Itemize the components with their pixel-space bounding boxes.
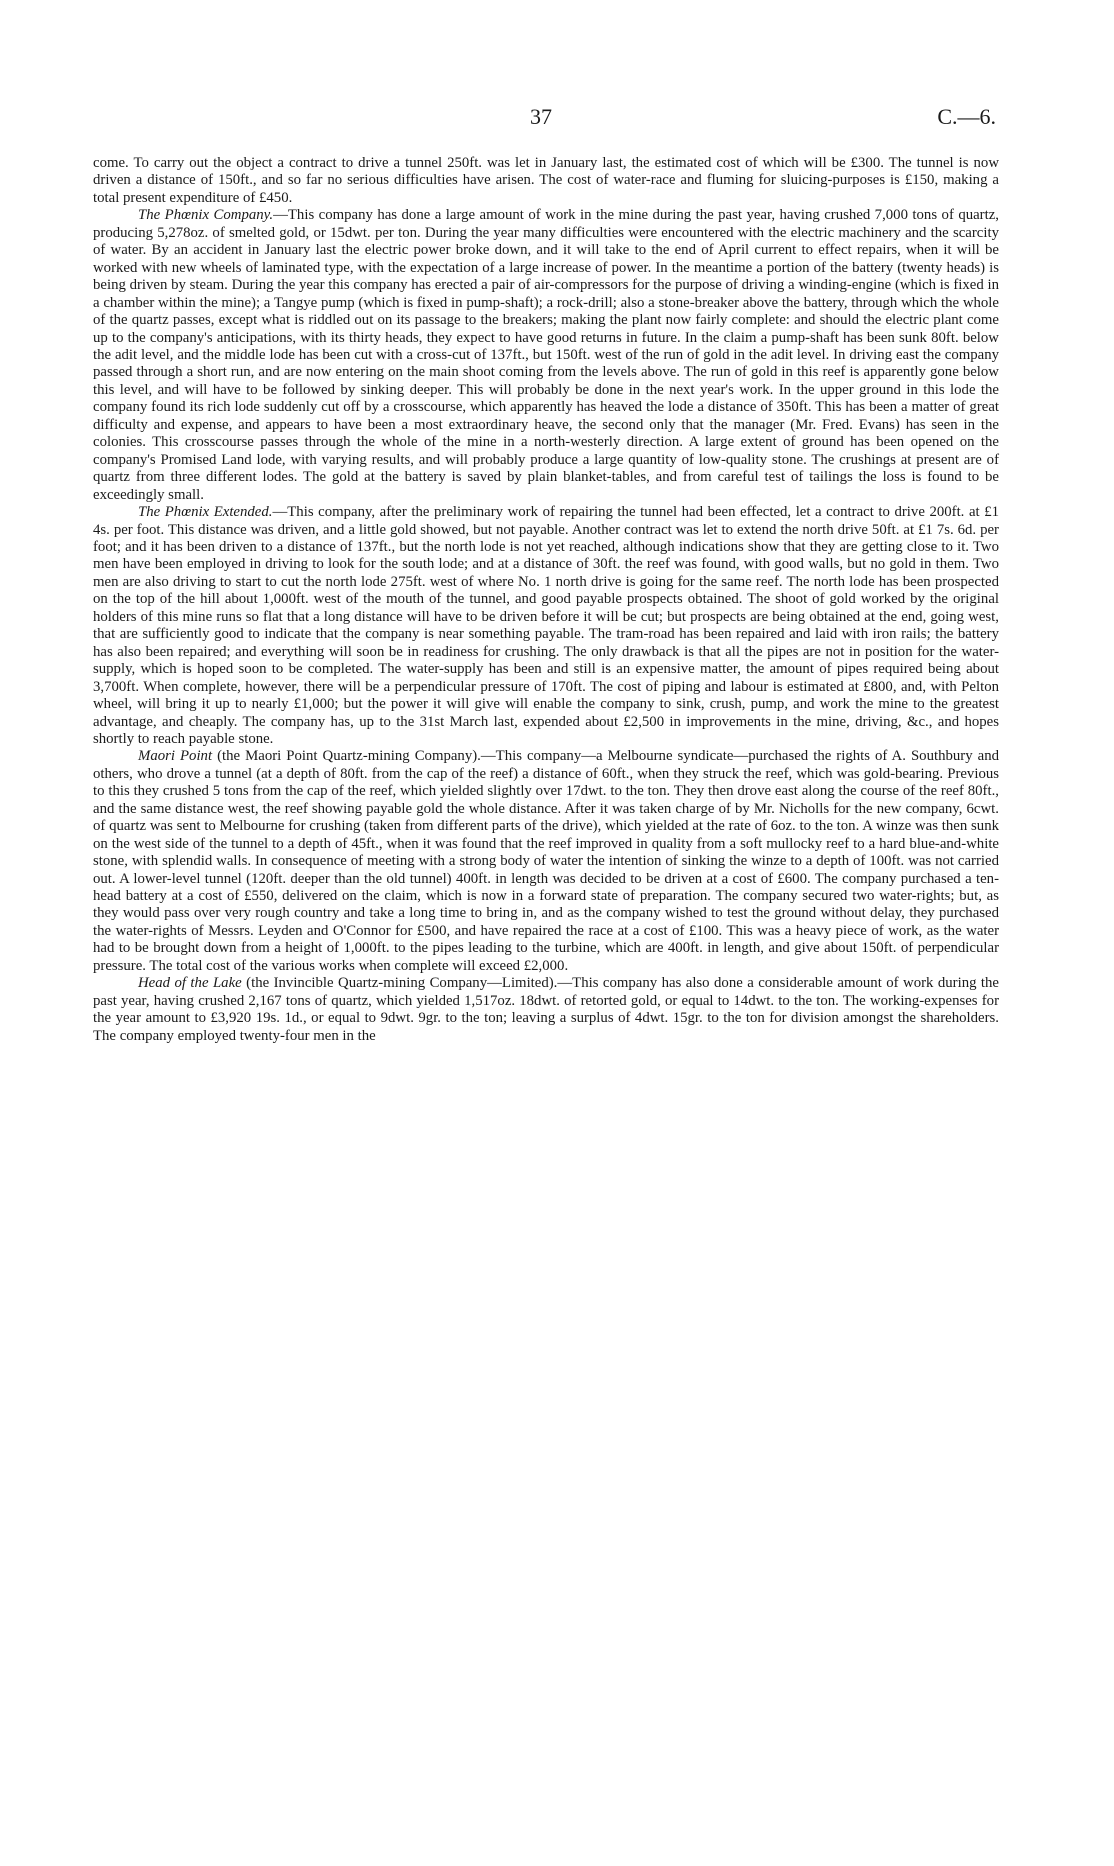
paragraph-maori-point [93, 748, 999, 975]
page-header [0, 104, 1114, 134]
paragraph-text: —This company, after the preliminary work of repairing the tunnel had been effected, let a contract to drive 200ft. at £1 4s. per foot. This distance was driven, and a little gold showed, but not payable. Another contract was let to extend the north drive 50ft. at £1 7s. 6d. per foot; and it has been driven to a distance of 137ft., but the north lode is not yet reached, although indications show that they are getting close to it. Two men have been employed in driving to look for the south lode; and at a distance of 30ft. the reef was found, with good walls, but no gold in them. Two men are also driving to start to cut the north lode 275ft. west of where No. 1 north drive is going for the same reef. The north lode has been prospected on the top of the hill about 1,000ft. west of the mouth of the tunnel, and good payable prospects obtained. The shoot of gold worked by the original holders of this mine runs so flat that a long distance will have to be driven before it will be cut; but prospects are being obtained at the end, going west, that are sufficiently good to indicate that the company is near something payable. The tram-road has been repaired and laid with iron rails; the battery has also been repaired; and everything will soon be in readiness for crushing. The only drawback is that all the pipes are not in position for the water-supply, which is hoped soon to be completed. The water-supply has been and still is an expensive matter, the amount of pipes required being about 3,700ft. When complete, however, there will be a perpendicular pressure of 170ft. The cost of piping and labour is estimated at £800, and, with Pelton wheel, will bring it up to nearly £1,000; but the power it will give will enable the company to sink, crush, pump, and work the mine to the greatest advantage, and cheaply. The company has, up to the 31st March last, expended about £2,500 in improvements in the mine, driving, &c., and hopes shortly to reach payable stone. [93, 504, 999, 747]
document-body [93, 155, 999, 1045]
paragraph-phoenix-company [93, 207, 999, 504]
paragraph-text: come. To carry out the object a contract to drive a tunnel 250ft. was let in January last, the estimated cost of which will be £300. The tunnel is now driven a distance of 150ft., and so far no serious difficulties have arisen. The cost of water-race and fluming for sluicing-purposes is £150, making a total present expenditure of £450. [93, 155, 999, 206]
paragraph-title: Maori Point [138, 748, 213, 765]
paragraph-text: (the Invincible Quartz-mining Company—Limited).—This company has also done a considerable amount of work during the past year, having crushed 2,167 tons of quartz, which yielded 1,517oz. 18dwt. of retorted gold, or equal to 14dwt. to the ton. The working-expenses for the year amount to £3,920 19s. 1d., or equal to 9dwt. 9gr. to the ton; leaving a surplus of 4dwt. 15gr. to the ton for division amongst the shareholders. The company employed twenty-four men in the [93, 975, 999, 1044]
page-number: 37 [530, 104, 552, 129]
paragraph-phoenix-extended [93, 504, 999, 748]
paragraph-continuation [93, 155, 999, 207]
document-reference: C.—6. [937, 104, 996, 129]
paragraph-title: The Phœnix Extended. [138, 504, 273, 521]
paragraph-title: Head of the Lake [138, 975, 242, 992]
paragraph-text: —This company has done a large amount of work in the mine during the past year, having crushed 7,000 tons of quartz, producing 5,278oz. of smelted gold, or 15dwt. per ton. During the year many difficulties were encountered with the electric machinery and the scarcity of water. By an accident in January last the electric power broke down, and it will take to the end of April current to effect repairs, when it will be worked with new wheels of laminated type, with the expectation of a large increase of power. In the meantime a portion of the battery (twenty heads) is being driven by steam. During the year this company has erected a pair of air-compressors for the purpose of driving a winding-engine (which is fixed in a chamber within the mine); a Tangye pump (which is fixed in pump-shaft); a rock-drill; also a stone-breaker above the battery, through which the whole of the quartz passes, except what is riddled out on its passage to the breakers; making the plant now fairly complete: and should the electric plant come up to the company's anticipations, with its thirty heads, they expect to have good returns in future. In the claim a pump-shaft has been sunk 80ft. below the adit level, and the middle lode has been cut with a cross-cut of 137ft., but 150ft. west of the run of gold in the adit level. In driving east the company passed through a short run, and are now entering on the main shoot coming from the levels above. The run of gold in this reef is apparently gone below this level, and will have to be followed by sinking deeper. This will probably be done in the next year's work. In the upper ground in this lode the company found its rich lode suddenly cut off by a crosscourse, which apparently has heaved the lode a distance of 350ft. This has been a matter of great difficulty and expense, and appears to have been a most extraordinary heave, the second only that the manager (Mr. Fred. Evans) has seen in the colonies. This crosscourse passes through the whole of the mine in a north-westerly direction. A large extent of ground has been opened on the company's Promised Land lode, with varying results, and will probably produce a large quantity of low-quality stone. The crushings at present are of quartz from three different lodes. The gold at the battery is saved by plain blanket-tables, and from careful test of tailings the loss is found to be exceedingly small. [93, 207, 999, 503]
paragraph-head-of-the-lake [93, 975, 999, 1045]
paragraph-title: The Phœnix Company. [138, 207, 274, 224]
paragraph-text: (the Maori Point Quartz-mining Company).—This company—a Melbourne syndicate—purchased the rights of A. Southbury and others, who drove a tunnel (at a depth of 80ft. from the cap of the reef) a distance of 60ft., when they struck the reef, which was gold-bearing. Previous to this they crushed 5 tons from the cap of the reef, which yielded slightly over 17dwt. to the ton. They then drove east along the course of the reef 80ft., and the same distance west, the reef showing payable gold the whole distance. After it was taken charge of by Mr. Nicholls for the new company, 6cwt. of quartz was sent to Melbourne for crushing (taken from different parts of the drive), which yielded at the rate of 6oz. to the ton. A winze was then sunk on the west side of the tunnel to a depth of 45ft., when it was found that the reef improved in quality from a soft mullocky reef to a hard blue-and-white stone, with splendid walls. In consequence of meeting with a strong body of water the intention of sinking the winze to a depth of 100ft. was not carried out. A lower-level tunnel (120ft. deeper than the old tunnel) 400ft. in length was decided to be driven at a cost of £600. The company purchased a ten-head battery at a cost of £550, delivered on the claim, which is now in a forward state of preparation. The company secured two water-rights; but, as they would pass over very rough country and take a long time to bring in, and as the company wished to test the ground without delay, they purchased the water-rights of Messrs. Leyden and O'Connor for £500, and have repaired the race at a cost of £100. This was a heavy piece of work, as the water had to be brought down from a height of 1,000ft. to the pipes leading to the turbine, which are 400ft. in length, and give about 150ft. of perpendicular pressure. The total cost of the various works when complete will exceed £2,000. [93, 748, 999, 974]
